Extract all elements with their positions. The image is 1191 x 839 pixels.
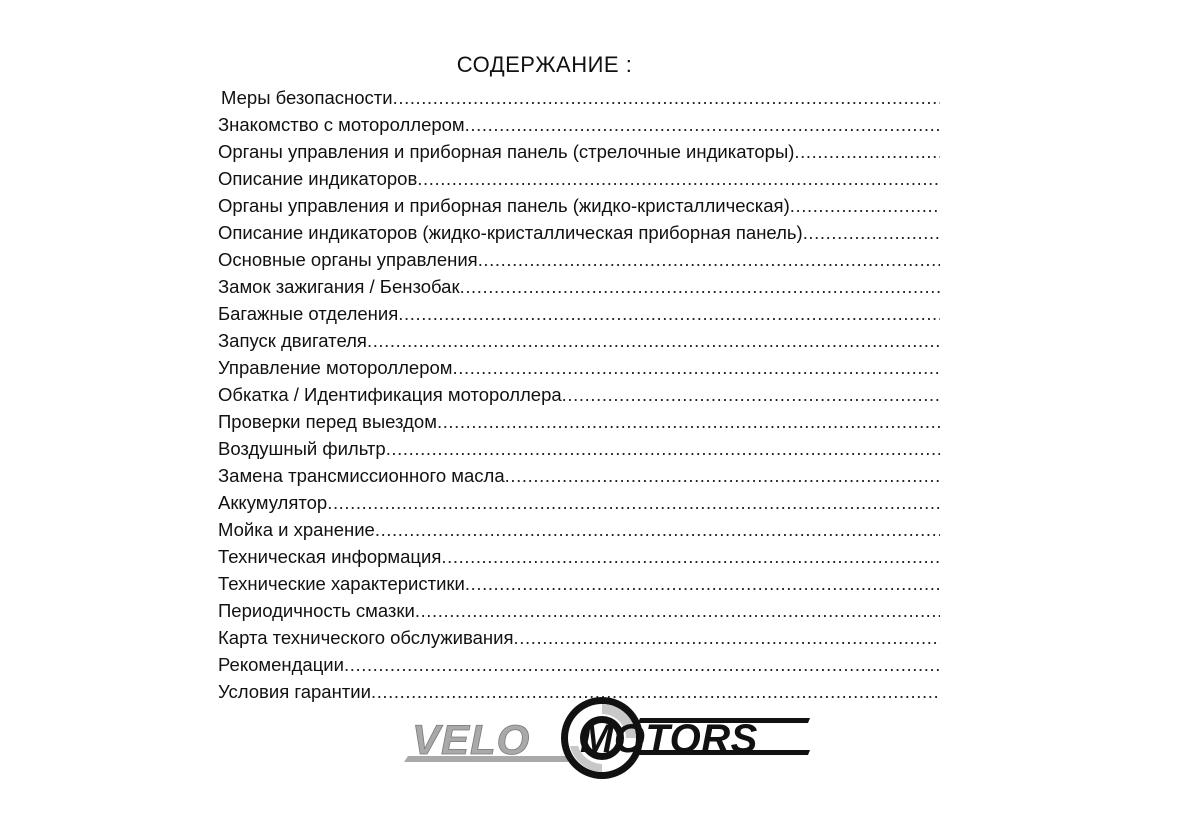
toc-entry-label: Обкатка / Идентификация мотороллера <box>218 384 562 405</box>
toc-entry[interactable] <box>218 543 940 570</box>
toc-entry-label: Знакомство с мотороллером <box>218 114 465 135</box>
toc-entry-label: Багажные отделения <box>218 303 399 324</box>
toc-entry[interactable] <box>218 408 940 435</box>
velomotors-logo <box>404 694 814 786</box>
toc-entry-label: Меры безопасности <box>221 87 393 108</box>
dot-leader <box>465 111 940 138</box>
toc-entry[interactable] <box>218 111 940 138</box>
toc-entry-label: Описание индикаторов <box>218 168 418 189</box>
dot-leader <box>441 543 940 570</box>
logo-text-motors: MOTORS <box>580 717 758 761</box>
toc-entry[interactable] <box>218 273 940 300</box>
toc-entry[interactable] <box>218 651 940 678</box>
logo-text-velo: VELO <box>412 716 531 763</box>
dot-leader <box>327 489 940 516</box>
toc-entry-label: Органы управления и приборная панель (жидко-кристаллическая) <box>218 195 790 216</box>
dot-leader <box>344 651 940 678</box>
toc-entry[interactable] <box>218 597 940 624</box>
dot-leader <box>465 570 940 597</box>
table-of-contents <box>218 84 940 705</box>
dot-leader <box>417 165 940 192</box>
toc-entry[interactable] <box>218 570 940 597</box>
toc-entry[interactable] <box>218 192 940 219</box>
dot-leader <box>367 327 940 354</box>
toc-entry[interactable] <box>218 462 940 489</box>
toc-entry-label: Технические характеристики <box>218 573 465 594</box>
dot-leader <box>562 381 940 408</box>
toc-entry-label: Органы управления и приборная панель (стрелочные индикаторы) <box>218 141 795 162</box>
dot-leader <box>790 192 940 219</box>
toc-entry-label: Воздушный фильтр <box>218 438 386 459</box>
dot-leader <box>375 516 940 543</box>
dot-leader <box>398 300 940 327</box>
page-title: СОДЕРЖАНИЕ : <box>456 52 633 77</box>
dot-leader <box>803 219 940 246</box>
toc-entry[interactable] <box>218 138 940 165</box>
toc-entry-label: Запуск двигателя <box>218 330 367 351</box>
dot-leader <box>386 435 940 462</box>
toc-entry[interactable] <box>218 354 940 381</box>
toc-entry[interactable] <box>218 300 940 327</box>
toc-entry-label: Мойка и хранение <box>218 519 375 540</box>
toc-entry[interactable] <box>218 84 940 111</box>
toc-entry[interactable] <box>218 624 940 651</box>
dot-leader <box>505 462 940 489</box>
toc-entry-label: Управление мотороллером <box>218 357 453 378</box>
toc-entry-label: Рекомендации <box>218 654 344 675</box>
toc-entry[interactable] <box>218 435 940 462</box>
toc-entry-label: Условия гарантии <box>218 681 371 702</box>
toc-entry[interactable] <box>218 219 940 246</box>
dot-leader <box>514 624 941 651</box>
toc-entry-label: Карта технического обслуживания <box>218 627 514 648</box>
toc-entry-label: Техническая информация <box>218 546 442 567</box>
toc-entry[interactable] <box>218 489 940 516</box>
toc-entry[interactable] <box>218 165 940 192</box>
dot-leader <box>452 354 940 381</box>
dot-leader <box>437 408 940 435</box>
dot-leader <box>794 138 940 165</box>
dot-leader <box>478 246 940 273</box>
toc-entry-label: Периодичность смазки <box>218 600 415 621</box>
toc-entry-label: Проверки перед выездом <box>218 411 437 432</box>
toc-entry-label: Замок зажигания / Бензобак <box>218 276 460 297</box>
toc-entry-label: Аккумулятор <box>218 492 328 513</box>
dot-leader <box>393 84 940 111</box>
toc-entry-label: Замена трансмиссионного масла <box>218 465 505 486</box>
toc-entry[interactable] <box>218 327 940 354</box>
toc-entry-label: Основные органы управления <box>218 249 478 270</box>
toc-entry[interactable] <box>218 516 940 543</box>
toc-entry[interactable] <box>218 381 940 408</box>
toc-entry-label: Описание индикаторов (жидко-кристаллическая приборная панель) <box>218 222 803 243</box>
dot-leader <box>460 273 940 300</box>
dot-leader <box>415 597 940 624</box>
toc-entry[interactable] <box>218 246 940 273</box>
